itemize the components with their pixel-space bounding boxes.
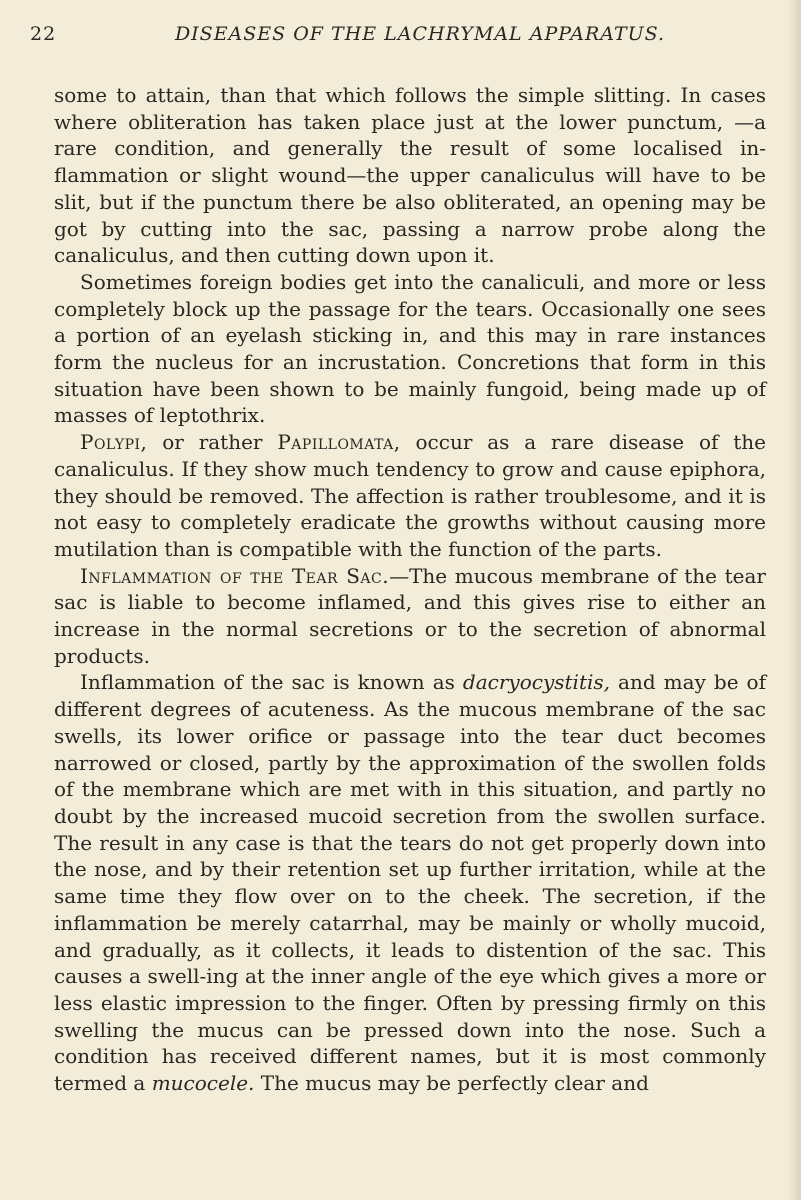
paragraph-3-text: occur as a rare disease of the canaliculus. If they show much tendency to grow and cause epiphora, they should be removed. The affection is rather troublesome, and it is not easy to completely eradicate the growths without causing more mutilation than is compatible with the function of the parts. [54, 430, 766, 561]
section-heading-polypi: Polypi, [80, 430, 148, 455]
paragraph-5 [54, 669, 766, 1096]
section-heading-papillomata: Papillomata, [277, 430, 401, 455]
term-mucocele: mucocele. [151, 1071, 255, 1096]
paragraph-4 [54, 563, 766, 670]
page-edge-shadow [787, 0, 801, 1200]
page-number: 22 [30, 23, 57, 45]
paragraph-3-connector: or rather [147, 430, 278, 455]
paragraph-4-text: —The mucous membrane of the tear sac is liable to become inflamed, and this gives rise to either an increase in the normal secretions or to the secretion of abnormal products. [54, 563, 766, 668]
term-dacryocystitis: dacryocystitis, [462, 670, 611, 695]
paragraph-3 [54, 429, 766, 563]
paragraph-5-start: Inflammation of the sac is known as [80, 670, 463, 695]
running-title: DISEASES OF THE LACHRYMAL APPARATUS. [174, 23, 666, 45]
paragraph-2: Sometimes foreign bodies get into the canaliculi, and more or less completely block up the passage for the tears. Occasionally one sees a portion of an eyelash sticking in, and this may in rare instances form the nucleus for an incrustation. Concretions that form in this situation have been shown to be mainly fungoid, being made up of masses of leptothrix. [54, 269, 766, 428]
paragraph-1: some to attain, than that which follows the simple slitting. In cases where obliteration has taken place just at the lower punctum, —a rare condition, and generally the result of some localised in-flammation or slight wound—the upper canaliculus will have to be slit, but if the punctum there be also obliterated, an opening may be got by cutting into the sac, passing a narrow probe along the canaliculus, and then cutting down upon it. [54, 83, 766, 268]
section-heading-tear-sac: Inflammation of the Tear Sac. [80, 563, 390, 588]
paragraph-5-text: and may be of different degrees of acuteness. As the mucous membrane of the sac swells, its lower orifice or passage into the tear duct becomes narrowed or closed, partly by the approximation of the swollen folds of the membrane which are met with in this situation, and partly no doubt by the increased mucoid secretion from the swollen surface. The result in any case is that the tears do not get properly down into the nose, and by their retention set up further irritation, while at the same time they flow over on to the cheek. The secretion, if the inflammation be merely catarrhal, may be mainly or wholly mucoid, and gradually, as it collects, it leads to distention of the sac. This causes a swell-ing at the inner angle of the eye which gives a more or less elastic impression to the finger. Often by pressing firmly on this swelling the mucus can be pressed down into the nose. Such a condition has received different names, but it is most commonly termed a [54, 670, 766, 1096]
body-text [54, 82, 766, 1097]
paragraph-5-end: The mucus may be perfectly clear and [254, 1071, 649, 1096]
